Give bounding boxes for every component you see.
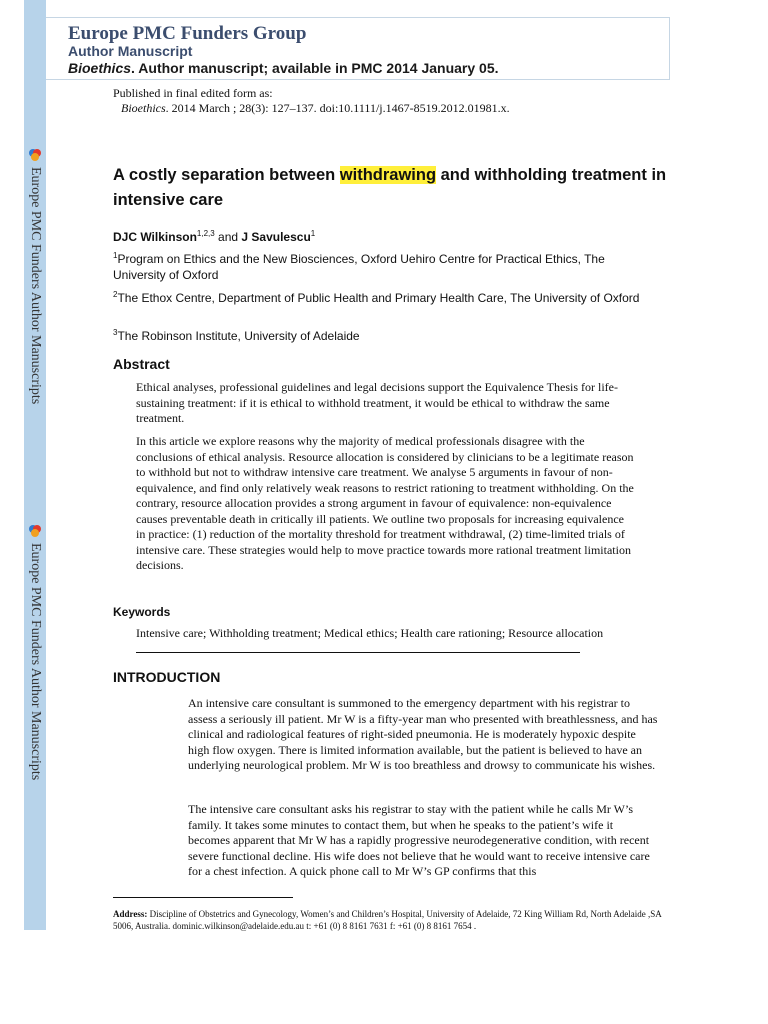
affiliation-text: Program on Ethics and the New Biosciences, Oxford Uehiro Centre for Practical Ethics, The University of Oxford [113, 252, 605, 282]
title-part: A costly separation between [113, 166, 340, 184]
address-footnote [113, 908, 673, 932]
europe-pmc-logo-icon [27, 147, 43, 163]
author-affiliation-refs: 1 [310, 229, 316, 238]
author-affiliation-refs: 1,2,3 [196, 229, 215, 238]
affiliation-number: 3 [113, 328, 118, 337]
footnote-divider [113, 897, 293, 898]
footnote-label: Address: [113, 909, 148, 919]
keywords-heading: Keywords [113, 605, 171, 619]
affiliation [113, 287, 653, 307]
affiliation-number: 1 [113, 251, 118, 260]
highlighted-term: withdrawing [339, 166, 437, 184]
affiliation-text: The Ethox Centre, Department of Public Health and Primary Health Care, The University of Oxford [117, 291, 640, 305]
author-name: DJC Wilkinson [113, 230, 197, 244]
publication-info [113, 86, 510, 116]
author-name: J Savulescu [241, 230, 311, 244]
sidebar-label-top [24, 147, 46, 404]
availability-text: . Author manuscript; available in PMC 2014 January 05. [131, 60, 499, 76]
affiliation [113, 248, 653, 283]
citation-text: . 2014 March ; 28(3): 127–137. doi:10.1111/j.1467-8519.2012.01981.x. [165, 101, 510, 115]
introduction-paragraph: An intensive care consultant is summoned to the emergency department with his registrar to assess a seriously ill patient. Mr W is a fifty-year man who presented with breathlessness, and has clinical and radiological features of right-sided pneumonia. He is moderately hypoxic despite high flow oxygen. There is limited information available, but the patient is believed to have an underlying neurological problem. Mr W is too breathless and drowsy to communicate his wishes. [188, 696, 658, 772]
sidebar-label-text: Europe PMC Funders Author Manuscripts [28, 167, 43, 405]
sidebar-label-text: Europe PMC Funders Author Manuscripts [28, 543, 43, 781]
availability-line [68, 60, 499, 76]
abstract-paragraph: In this article we explore reasons why the majority of medical professionals disagree with the conclusions of ethical analysis. Resource allocation is considered by clinicians to be a legitimate reason to withhold but not to withdraw intensive care treatment. We analyse 5 arguments in favour of non-equivalence, and find only relatively weak reasons to restrict rationing to treatment withholding. On the contrary, resource allocation provides a strong argument in favour of equivalence: non-equivalence causes preventable death in critically ill patients. We outline two proposals for increasing equivalence in practice: (1) reduction of the mortality threshold for treatment withdrawal, (2) time-limited trials of intensive care. These strategies would help to move practice towards more rational treatment limitation decisions. [136, 434, 634, 572]
article-title [113, 163, 673, 213]
europe-pmc-logo-icon [27, 523, 43, 539]
citation-journal: Bioethics [121, 101, 166, 115]
affiliation-text: The Robinson Institute, University of Adelaide [117, 329, 360, 343]
journal-name: Bioethics [68, 60, 132, 76]
footnote-text: Discipline of Obstetrics and Gynecology, Women’s and Children’s Hospital, University of Adelaide, 72 King William Rd, North Adelaide ,SA 5006, Australia. dominic.wilkinson@adelaide.edu.au t: +61 (0) 8 8161 7631 f: +61 (0) 8 8161 7654 . [113, 909, 662, 931]
introduction-paragraph: The intensive care consultant asks his registrar to stay with the patient while he calls Mr W’s family. It takes some minutes to contact them, but when he speaks to the patient’s wife it becomes apparent that Mr W has a rapidly progressive neurodegenerative condition, with recent severe functional decline. His wife does not believe that he would want to receive intensive care for a chest infection. A quick phone call to Mr W’s GP confirms that this [188, 802, 650, 878]
author-list [113, 229, 315, 244]
sidebar-band [24, 0, 46, 930]
affiliation [113, 325, 653, 345]
affiliation-number: 2 [113, 290, 118, 299]
funders-group-title: Europe PMC Funders Group [68, 23, 307, 44]
sidebar-label-bottom [24, 523, 46, 780]
author-conjunction: and [214, 230, 242, 244]
published-line: Published in final edited form as: [113, 86, 273, 100]
introduction-heading: INTRODUCTION [113, 669, 221, 685]
abstract-paragraph: Ethical analyses, professional guidelines and legal decisions support the Equivalence Thesis for life-sustaining treatment: if it is ethical to withhold treatment, it would be ethical to withdraw the same treatment. [136, 380, 618, 425]
keywords-list: Intensive care; Withholding treatment; Medical ethics; Health care rationing; Resource allocation [136, 626, 604, 640]
divider [136, 652, 580, 653]
citation-line [113, 101, 510, 116]
abstract-heading: Abstract [113, 356, 170, 372]
author-manuscript-label: Author Manuscript [68, 43, 193, 59]
title-part: and withholding treatment in intensive care [113, 166, 667, 209]
